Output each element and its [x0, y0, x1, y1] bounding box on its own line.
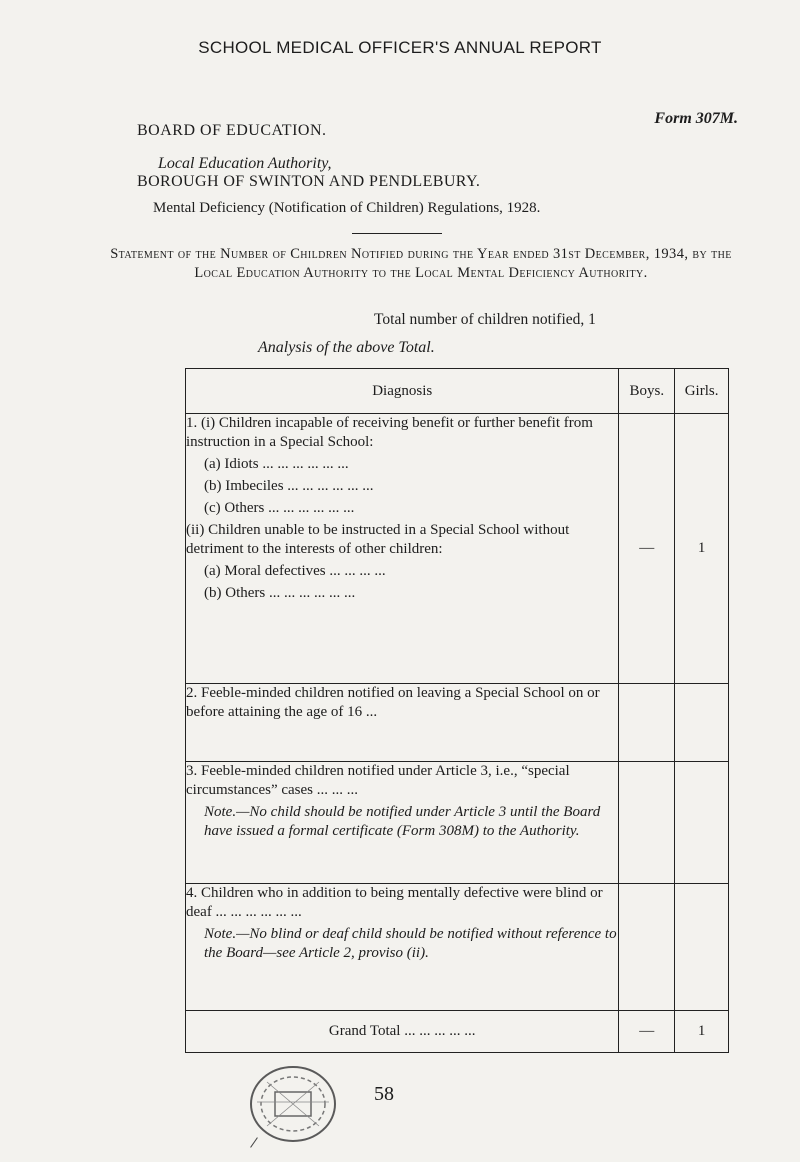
row2-diagnosis: 2. Feeble-minded children notified on leaving a Special School on or before attaining the age of 16 ...	[186, 684, 619, 762]
report-header: SCHOOL MEDICAL OFFICER'S ANNUAL REPORT	[198, 38, 602, 57]
row1-diagnosis	[186, 414, 619, 684]
row3-boys	[619, 762, 675, 884]
row1-boys: —	[619, 414, 675, 684]
grand-total-boys: —	[619, 1011, 675, 1053]
row1-a: (a) Idiots ... ... ... ... ... ...	[204, 456, 349, 472]
row1-b: (b) Imbeciles ... ... ... ... ... ...	[204, 478, 374, 494]
header-diagnosis: Diagnosis	[186, 369, 619, 414]
page-number: 58	[374, 1083, 394, 1105]
table-row	[186, 884, 729, 1011]
total-notified: Total number of children notified, 1	[374, 311, 596, 328]
form-number: Form 307M.	[654, 110, 738, 127]
table-row	[186, 414, 729, 684]
row4-note: Note.—No blind or deaf child should be notified without reference to the Board—see Article 2, proviso (ii).	[204, 926, 617, 961]
grand-total-girls: 1	[675, 1011, 729, 1053]
analysis-heading: Analysis of the above Total.	[258, 339, 435, 356]
row1-iia: (a) Moral defectives ... ... ... ...	[204, 563, 386, 579]
table-row	[186, 762, 729, 884]
lea-label: Local Education Authority,	[158, 155, 332, 172]
row1-c: (c) Others ... ... ... ... ... ...	[204, 500, 355, 516]
borough-name: BOROUGH OF SWINTON AND PENDLEBURY.	[137, 173, 481, 190]
row4-text: 4. Children who in addition to being mentally defective were blind or deaf ... ... ... ... ... ...	[186, 885, 603, 920]
row4-boys	[619, 884, 675, 1011]
row1-ii: (ii) Children unable to be instructed in a Special School without detriment to the interests of other children:	[186, 522, 570, 557]
header-boys: Boys.	[619, 369, 675, 414]
divider	[352, 233, 442, 234]
row3-girls	[675, 762, 729, 884]
row4-diagnosis	[186, 884, 619, 1011]
row1-iib: (b) Others ... ... ... ... ... ...	[204, 585, 356, 601]
row3-diagnosis	[186, 762, 619, 884]
row2-girls	[675, 684, 729, 762]
grand-total-row	[186, 1011, 729, 1053]
row4-girls	[675, 884, 729, 1011]
row3-note: Note.—No child should be notified under Article 3 until the Board have issued a formal certificate (Form 308M) to the Authority.	[204, 804, 601, 839]
row1-i: 1. (i) Children incapable of receiving benefit or further benefit from instruction in a Special School:	[186, 415, 593, 450]
board-title: BOARD OF EDUCATION.	[137, 122, 327, 139]
statement-heading: Statement of the Number of Children Notified during the Year ended 31st December, 1934, by the Local Education Authority to the Local Mental Deficiency Authority.	[110, 246, 732, 281]
regulations-line: Mental Deficiency (Notification of Children) Regulations, 1928.	[153, 200, 541, 216]
row3-text: 3. Feeble-minded children notified under Article 3, i.e., “special circumstances” cases ... ... ...	[186, 763, 570, 798]
table-header-row	[186, 369, 729, 414]
table-row	[186, 684, 729, 762]
library-stamp-icon	[247, 1062, 339, 1146]
header-girls: Girls.	[675, 369, 729, 414]
row1-girls: 1	[675, 414, 729, 684]
notification-table	[185, 368, 729, 1053]
grand-total-label: Grand Total ... ... ... ... ...	[186, 1011, 619, 1053]
row2-boys	[619, 684, 675, 762]
